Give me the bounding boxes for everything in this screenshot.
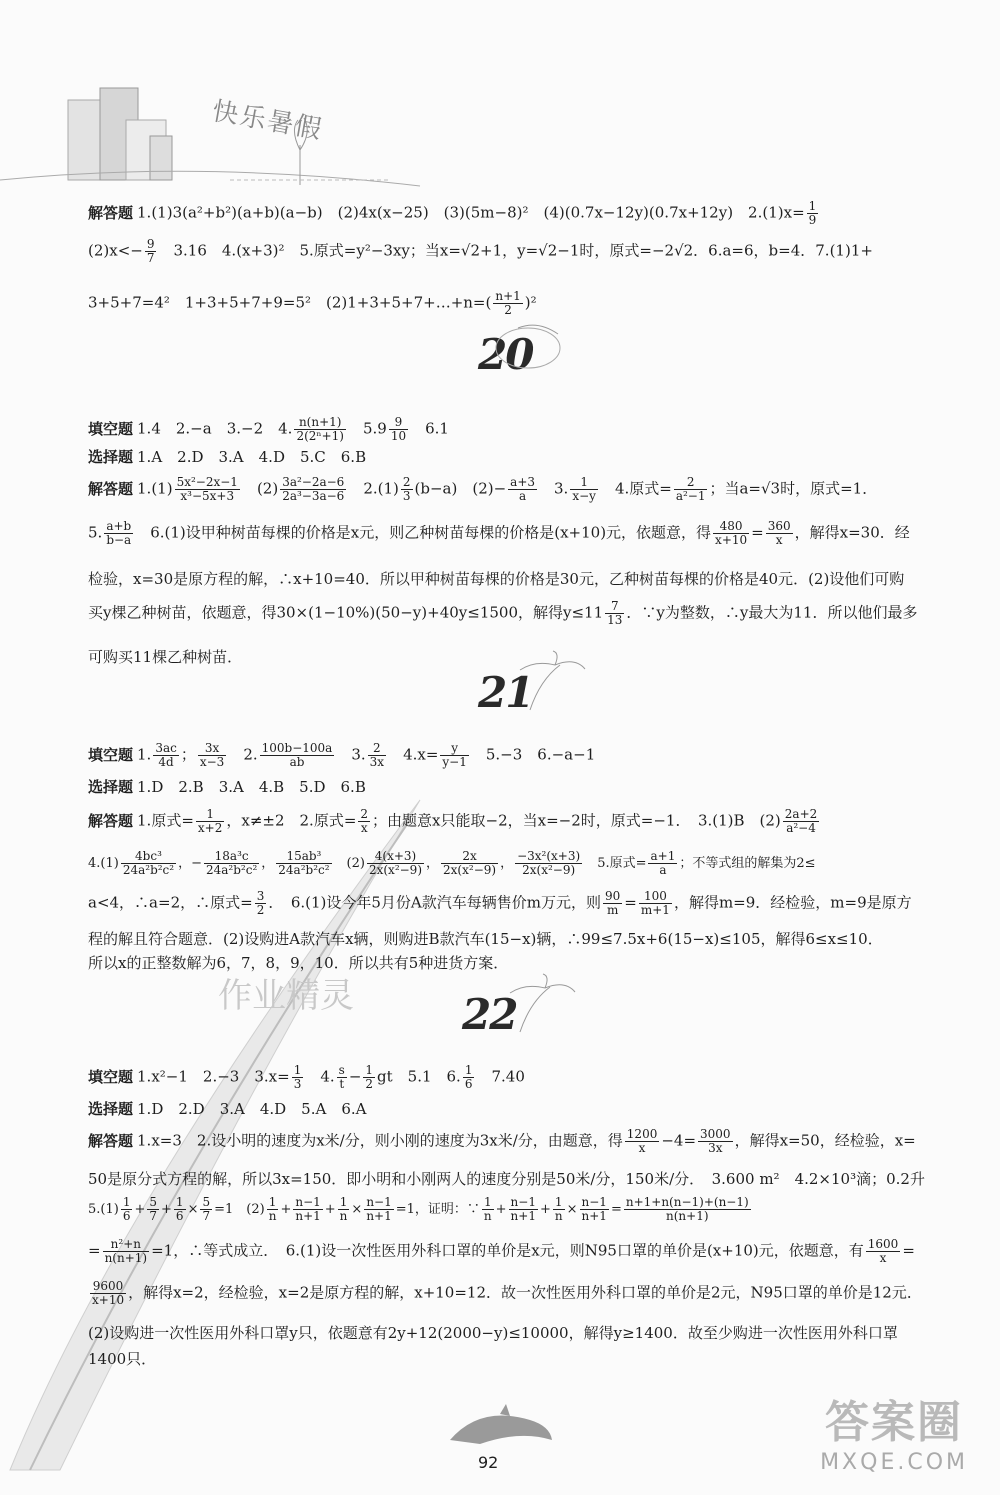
text: 1.4 2.−a 3.−2 4. (137, 419, 293, 438)
text: 6.1 (410, 419, 449, 438)
s20-ans-3: 检验，x=30是原方程的解，∴x+10=40．所以甲种树苗每棵的价格是30元，乙种树苗每棵的价格是40元．(2)设他们可购 (88, 570, 905, 588)
s20-ans-2: 5. $\frac{a+b}{b-a}$ 6.(1)设甲种树苗每棵的价格是x元，则乙种树苗每棵的价格是(x+10)元，依题意，得 $\frac{480}{x+10}$ = $\frac{360}{x}$ ，解得x=30．经 (88, 519, 910, 547)
fraction: $\frac{1}{9}$ (808, 199, 817, 227)
s19-line-3: 3+5+7=4² 1+3+5+7+9=5² (2)1+3+5+7+…+n=( $\frac{n+1}{2}$ )² (88, 289, 537, 317)
s22-ans-6: (2)设购进一次性医用外科口罩y只，依题意有2y+12(2000−y)≤10000，解得y≥1400．故至少购进一次性医用外科口罩 (88, 1324, 898, 1342)
text: 3.16 4.(x+3)² 5.原式=y²−3xy；当x=√2+1，y=√2−1时，原式=−2√2．6.a=6，b=4．7.(1)1+ (158, 241, 873, 260)
s22-ans-5: $\frac{9600}{x+10}$ ，解得x=2，经检验，x=2是原方程的解，x+10=12．故一次性医用外科口罩的单价是2元，N95口罩的单价是12元． (92, 1279, 922, 1307)
s22-ans-3: 5.(1) $\frac{1}{6}$ + $\frac{5}{7}$ + $\frac{1}{6}$ × $\frac{5}{7}$ =1 (2) $\frac{1}{n}$ + $\frac{n-1}{n+1}$ + $\frac{1}{n}$ × $\frac{n-1}{n+1}$ =1，证明：∵ $\frac{1}{n}$ + $\frac{n-1}{n+1}$ + $\frac{1}{n}$ × $\frac{n-1}{n+1}$ = $\frac{n+1+n(n-1)+(n-1)}{n(n+1)}$ (88, 1195, 749, 1223)
s22-ans-7: 1400只． (88, 1350, 157, 1368)
palm-icon (490, 970, 580, 1040)
s22-ans-1: 解答题 1.x=3 2.设小明的速度为x米/分，则小刚的速度为3x米/分，由题意，得 $\frac{1200}{x}$ −4= $\frac{3000}{3x}$ ，解得x=50，经检验，x= (88, 1127, 916, 1155)
fill-label: 填空题 (88, 419, 134, 438)
s20-choice (88, 446, 938, 467)
s21-choice: 选择题 1.D 2.B 3.A 4.B 5.D 6.B (88, 778, 366, 796)
text: ² (530, 293, 537, 312)
s20-ans-1: 解答题 1.(1) $\frac{\text{5x²−2x−1}}{\text{x³−5x+3}}$ (2) $\frac{\text{3a²−2a−6}}{\text{2a³−3a−6}}$ 2.(1) $\frac{2}{3}$ (b−a) (2)− $\frac{a+3}{a}$ 3. $\frac{1}{x-y}$ 4.原式= $\frac{2}{\text{a²−1}}$ ；当a=√3时，原式=1． (88, 475, 878, 503)
fraction: $\frac{n(n+1)}{\text{2(2ⁿ+1)}}$ (296, 415, 344, 443)
answer-label: 解答题 (88, 479, 134, 498)
choice-label: 选择题 (88, 1100, 134, 1118)
s20-fill (88, 416, 938, 443)
choice-label: 选择题 (88, 778, 134, 796)
text: 5.9 (347, 419, 387, 438)
s21-ans-5: 所以x的正整数解为6，7，8，9，10．所以共有5种进货方案． (88, 954, 509, 972)
s21-ans-3: a<4，∴a=2，∴原式= $\frac{3}{2}$ ． 6.(1)设今年5月份A款汽车每辆售价m万元，则 $\frac{90}{m}$ = $\frac{100}{m+1}$ ，解得m=9．经检验，m=9是原方 (88, 889, 912, 917)
watermark: 作业精灵 (218, 976, 354, 1016)
page-number: 92 (478, 1453, 499, 1472)
s22-ans-2: 50是原分式方程的解，所以3x=150．即小明和小刚两人的速度分别是50米/分，150米/分． 3.600 m² 4.2×10³滴；0.2升 (88, 1170, 925, 1188)
s22-choice: 选择题 1.D 2.D 3.A 4.D 5.A 6.A (88, 1100, 367, 1118)
site-watermark (820, 1386, 968, 1475)
section-number: 22 (462, 990, 517, 1039)
text: 1.(1)3(a²+b²)(a+b)(a−b) (2)4x(x−25) (3)(5m−8)² (4)(0.7x−12y)(0.7x+12y) 2.(1)x= (137, 203, 805, 222)
s22-fill: 填空题 1.x²−1 2.−3 3.x= $\frac{1}{3}$ 4. $\frac{s}{t}$ − $\frac{1}{2}$ gt 5.1 6. $\frac{1}{6}$ 7.40 (88, 1063, 525, 1091)
s19-line-2 (88, 238, 938, 265)
s19-line-1 (88, 200, 938, 227)
s21-ans-1: 解答题 1.原式= $\frac{1}{x+2}$ ，x≠±2 2.原式= $\frac{2}{x}$ ；由题意x只能取−2，当x=−2时，原式=−1． 3.(1)B (2) $\frac{2a+2}{\text{a²−4}}$ (88, 807, 818, 835)
fraction: $\frac{9}{10}$ (390, 415, 407, 443)
fraction: $\frac{9}{7}$ (146, 237, 155, 265)
answer-label: 解答题 (88, 203, 134, 222)
text: 1.A 2.D 3.A 4.D 5.C 6.B (137, 448, 367, 466)
palm-icon (500, 650, 590, 720)
site-watermark-url: MXQE.COM (820, 1450, 968, 1475)
dolphin-icon (440, 1400, 560, 1460)
s20-ans-4: 买y棵乙种树苗，依题意，得30×(1−10%)(50−y)+40y≤1500，解得y≤11 $\frac{7}{13}$ ．∵y为整数，∴y最大为11．所以他们最多 (88, 599, 918, 627)
palm-icon (478, 318, 568, 388)
s21-fill: 填空题 1. $\frac{3ac}{4d}$ ； $\frac{3x}{x-3}$ 2. $\frac{100b-100a}{ab}$ 3. $\frac{2}{3x}$ 4.x= $\frac{y}{y-1}$ 5.−3 6.−a−1 (88, 741, 596, 769)
s21-ans-2: 4.(1) $\frac{\text{4bc³}}{\text{24a²b²c²}}$ ，− $\frac{\text{18a³c}}{\text{24a²b²c²}}$ ， $\frac{\text{15ab³}}{\text{24a²b²c²}}$ (2) $\frac{4(x+3)}{\text{2x(x²−9)}}$ ， $\frac{2x}{\text{2x(x²−9)}}$ ， $\frac{\text{−3x²(x+3)}}{\text{2x(x²−9)}}$ 5.原式= $\frac{a+1}{a}$ ；不等式组的解集为2≤ (88, 849, 816, 877)
section-number: 20 (478, 330, 533, 379)
s22-ans-4: = $\frac{\text{n²+n}}{n(n+1)}$ =1，∴等式成立． 6.(1)设一次性医用外科口罩的单价是x元，则N95口罩的单价是(x+10)元，依题意，有 $\frac{1600}{x}$ = (88, 1237, 915, 1265)
answer-label: 解答题 (88, 1131, 134, 1150)
fill-label: 填空题 (88, 745, 134, 764)
s21-ans-4: 程的解且符合题意．(2)设购进A款汽车x辆，则购进B款汽车(15−x)辆，∴99≤7.5x+6(15−x)≤105，解得6≤x≤10． (88, 930, 883, 948)
header-title: 快乐暑假 (209, 96, 326, 146)
fill-label: 填空题 (88, 1067, 134, 1086)
answer-label: 解答题 (88, 811, 134, 830)
fraction: $\frac{n+1}{2}$ (495, 289, 521, 317)
text: (2)x<− (88, 241, 143, 260)
s20-ans-5: 可购买11棵乙种树苗． (88, 648, 243, 666)
text: 3+5+7=4² 1+3+5+7+9=5² (2)1+3+5+7+…+n= (88, 293, 486, 312)
choice-label: 选择题 (88, 448, 134, 466)
section-number: 21 (478, 668, 533, 717)
site-watermark-title: 答案圈 (825, 1397, 964, 1448)
